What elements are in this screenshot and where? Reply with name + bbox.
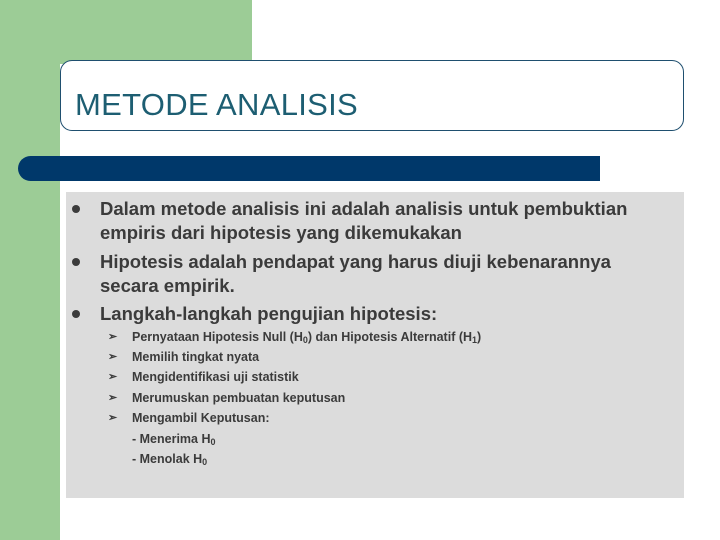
sub-item-text: Mengambil Keputusan: <box>132 411 270 425</box>
bullet-dot-icon <box>72 258 80 266</box>
bullet-text: Dalam metode analisis ini adalah analisis untuk pembuktian <box>100 198 628 219</box>
title-frame <box>60 60 684 131</box>
arrow-bullet-icon: ➢ <box>108 412 118 424</box>
decorative-green-sidebar <box>0 0 60 540</box>
bullet-text-continuation: empiris dari hipotesis yang dikemukakan <box>100 222 462 243</box>
navy-divider-bar <box>18 156 600 181</box>
sub-item-text: Merumuskan pembuatan keputusan <box>132 391 346 405</box>
arrow-bullet-icon: ➢ <box>108 351 118 363</box>
slide-title: METODE ANALISIS <box>75 87 359 122</box>
sub-item-text: Pernyataan Hipotesis Null $(H_0)$ dan Hipotesis Alternatif $(H_1)$ <box>132 330 482 345</box>
decorative-green-header-block <box>60 0 252 64</box>
sub-item-text: Mengidentifikasi uji statistik <box>132 370 299 384</box>
bullet-text: Hipotesis adalah pendapat yang harus diuji kebenarannya <box>100 251 611 272</box>
bullet-text-continuation: secara empirik. <box>100 275 235 296</box>
decision-reject-text: - Menolak $H_0$ <box>132 452 208 467</box>
arrow-bullet-icon: ➢ <box>108 392 118 404</box>
arrow-bullet-icon: ➢ <box>108 371 118 383</box>
bullet-text: Langkah-langkah pengujian hipotesis: <box>100 303 438 324</box>
bullet-dot-icon <box>72 310 80 318</box>
bullet-dot-icon <box>72 205 80 213</box>
sub-item-text: Memilih tingkat nyata <box>132 350 260 364</box>
decision-accept-text: - Menerima $H_0$ <box>132 432 216 447</box>
arrow-bullet-icon: ➢ <box>108 331 118 343</box>
